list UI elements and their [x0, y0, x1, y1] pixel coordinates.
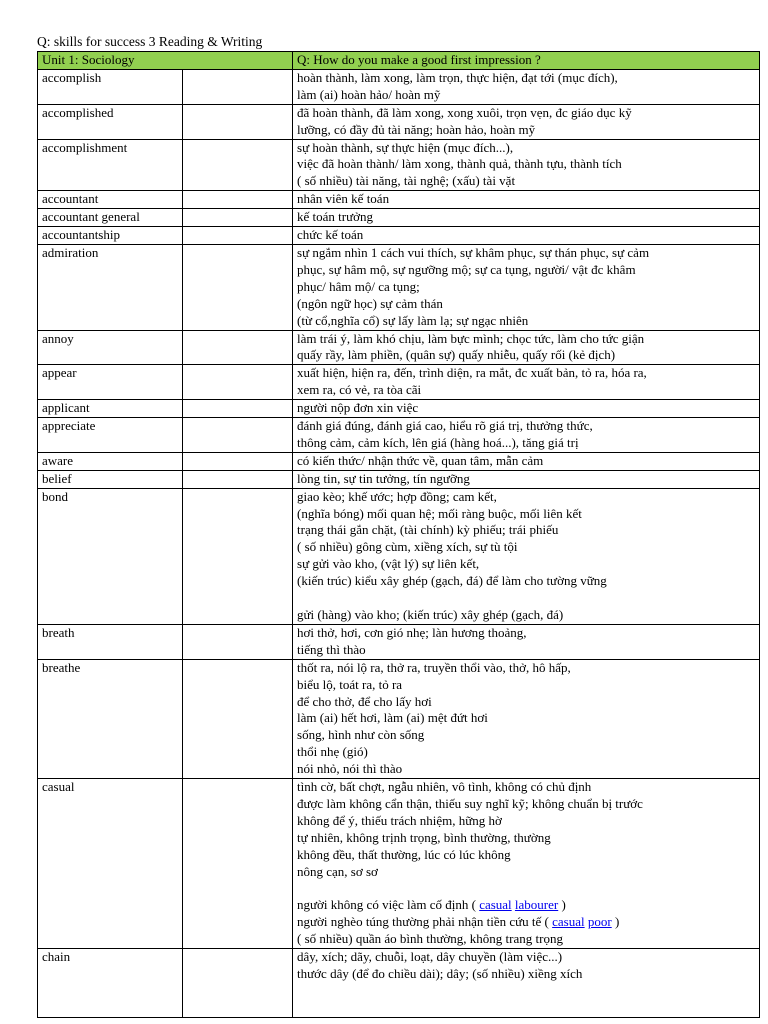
empty-cell [183, 365, 293, 400]
meaning-line: chức kế toán [297, 227, 364, 243]
table-row [38, 139, 760, 191]
vocab-word: accountant [38, 191, 183, 209]
empty-cell [183, 227, 293, 245]
vocab-word: bond [38, 488, 183, 624]
table-row [38, 949, 760, 1018]
meaning-text: người nghèo túng thường phải nhận tiền cứu tế ( [297, 914, 553, 930]
table-row [38, 191, 760, 209]
vocab-word: accountant general [38, 209, 183, 227]
document-page [37, 34, 759, 1018]
meaning-line: nói nhỏ, nói thì thào [297, 761, 403, 777]
meaning-line: nông cạn, sơ sơ [297, 863, 378, 879]
empty-cell [183, 244, 293, 330]
meaning-line: thông cảm, cảm kích, lên giá (hàng hoá...), tăng giá trị [297, 434, 579, 450]
vocab-meaning [293, 452, 760, 470]
meaning-line: (từ cổ,nghĩa cổ) sự lấy làm lạ; sự ngạc nhiên [297, 312, 529, 328]
meaning-line: ( số nhiều) quần áo bình thường, không trang trọng [297, 931, 563, 947]
meaning-line: thổi nhẹ (gió) [297, 744, 368, 760]
vocabulary-table [37, 51, 760, 1018]
table-row [38, 400, 760, 418]
meaning-line: việc đã hoàn thành/ làm xong, thành quả, thành tựu, thành tích [297, 156, 622, 172]
unit-header: Unit 1: Sociology [38, 52, 293, 70]
meaning-line [297, 590, 755, 607]
table-row [38, 452, 760, 470]
meaning-line [297, 880, 755, 897]
vocab-word: aware [38, 452, 183, 470]
empty-cell [183, 400, 293, 418]
vocab-meaning [293, 779, 760, 949]
meaning-line: không để ý, thiếu trách nhiệm, hững hờ [297, 812, 502, 828]
vocab-word: accomplishment [38, 139, 183, 191]
meaning-line: tiếng thì thào [297, 641, 366, 657]
table-row [38, 779, 760, 949]
meaning-line: làm trái ý, làm khó chịu, làm bực mình; chọc tức, làm cho tức giận [297, 330, 645, 346]
vocab-meaning [293, 418, 760, 453]
table-row [38, 330, 760, 365]
dictionary-link[interactable]: labourer [514, 897, 559, 913]
empty-cell [183, 624, 293, 659]
meaning-line: sự ngắm nhìn 1 cách vui thích, sự khâm phục, sự thán phục, sự cảm [297, 244, 650, 260]
vocab-meaning [293, 330, 760, 365]
meaning-line [297, 914, 755, 931]
vocab-meaning [293, 227, 760, 245]
meaning-text: người không có việc làm cố định ( [297, 897, 480, 913]
vocab-meaning [293, 209, 760, 227]
table-row [38, 244, 760, 330]
document-title: Q: skills for success 3 Reading & Writing [37, 34, 263, 49]
vocab-word: accomplished [38, 104, 183, 139]
empty-cell [183, 139, 293, 191]
vocab-word: accomplish [38, 69, 183, 104]
meaning-line: xem ra, có vẻ, ra tòa cãi [297, 382, 422, 398]
vocab-word: appreciate [38, 418, 183, 453]
meaning-line: nhân viên kế toán [297, 191, 390, 207]
table-row [38, 470, 760, 488]
meaning-line: tình cờ, bất chợt, ngẫu nhiên, vô tình, không có chủ định [297, 779, 592, 795]
meaning-line: phục/ hâm mộ/ ca tụng; [297, 278, 420, 294]
meaning-line: tự nhiên, không trịnh trọng, bình thường, thường [297, 829, 551, 845]
table-row [38, 365, 760, 400]
meaning-line: phục, sự hâm mộ, sự ngưỡng mộ; sự ca tụng, người/ vật đc khâm [297, 261, 636, 277]
empty-cell [183, 191, 293, 209]
vocab-meaning [293, 949, 760, 1018]
table-row [38, 488, 760, 624]
meaning-line: để cho thở, để cho lấy hơi [297, 693, 432, 709]
empty-cell [183, 488, 293, 624]
empty-cell [183, 779, 293, 949]
empty-cell [183, 949, 293, 1018]
empty-cell [183, 470, 293, 488]
vocab-word: accountantship [38, 227, 183, 245]
vocab-meaning [293, 69, 760, 104]
meaning-line: có kiến thức/ nhận thức về, quan tâm, mẫn cảm [297, 452, 544, 468]
vocab-meaning [293, 104, 760, 139]
table-row [38, 624, 760, 659]
meaning-line: kế toán trưởng [297, 209, 374, 225]
vocab-word: chain [38, 949, 183, 1018]
vocab-word: appear [38, 365, 183, 400]
vocab-word: breathe [38, 659, 183, 778]
meaning-text: ) [611, 914, 620, 930]
meaning-line: trạng thái gắn chặt, (tài chính) kỳ phiếu; trái phiếu [297, 522, 559, 538]
meaning-line: xuất hiện, hiện ra, đến, trình diện, ra mắt, đc xuất bản, tỏ ra, hóa ra, [297, 365, 647, 381]
dictionary-link[interactable]: casual [552, 914, 585, 930]
meaning-line: sống, hình như còn sống [297, 727, 425, 743]
meaning-line: người nộp đơn xin việc [297, 400, 419, 416]
empty-cell [183, 330, 293, 365]
vocab-word: annoy [38, 330, 183, 365]
empty-cell [183, 659, 293, 778]
meaning-line: gửi (hàng) vào kho; (kiến trúc) xây ghép (gạch, đá) [297, 606, 564, 622]
table-row [38, 69, 760, 104]
table-row [38, 418, 760, 453]
vocab-word: belief [38, 470, 183, 488]
empty-cell [183, 104, 293, 139]
table-header-row [38, 52, 760, 70]
question-header: Q: How do you make a good first impression ? [293, 52, 760, 70]
meaning-line: đánh giá đúng, đánh giá cao, hiểu rõ giá trị, thưởng thức, [297, 418, 593, 434]
vocab-word: breath [38, 624, 183, 659]
meaning-line [297, 897, 755, 914]
meaning-line: ( số nhiều) tài năng, tài nghệ; (xấu) tài vặt [297, 173, 516, 189]
vocab-word: casual [38, 779, 183, 949]
empty-cell [183, 69, 293, 104]
meaning-line: giao kèo; khế ước; hợp đồng; cam kết, [297, 488, 497, 504]
meaning-text: ) [558, 897, 566, 913]
meaning-line: thốt ra, nói lộ ra, thở ra, truyền thổi vào, thở, hô hấp, [297, 659, 571, 675]
vocab-meaning [293, 624, 760, 659]
meaning-line: thước dây (để đo chiều dài); dây; (số nhiều) xiềng xích [297, 966, 583, 981]
meaning-line: sự gửi vào kho, (vật lý) sự liên kết, [297, 556, 480, 572]
vocab-meaning [293, 139, 760, 191]
meaning-line: làm (ai) hết hơi, làm (ai) mệt đứt hơi [297, 710, 488, 726]
table-row [38, 659, 760, 778]
meaning-line: được làm không cẩn thận, thiếu suy nghĩ kỹ; không chuẩn bị trước [297, 795, 643, 811]
vocab-meaning [293, 659, 760, 778]
meaning-line: không đều, thất thường, lúc có lúc không [297, 846, 511, 862]
table-row [38, 104, 760, 139]
meaning-line: hơi thở, hơi, cơn gió nhẹ; làn hương thoảng, [297, 624, 527, 640]
vocab-meaning [293, 365, 760, 400]
meaning-line: biểu lộ, toát ra, tỏ ra [297, 676, 403, 692]
meaning-line [297, 1000, 755, 1017]
meaning-line: hoàn thành, làm xong, làm trọn, thực hiện, đạt tới (mục đích), [297, 69, 618, 85]
table-row [38, 209, 760, 227]
dictionary-link[interactable]: poor [587, 914, 612, 930]
meaning-line: (ngôn ngữ học) sự cảm thán [297, 295, 443, 311]
meaning-line: (nghĩa bóng) mối quan hệ; mối ràng buộc, mối liên kết [297, 505, 582, 521]
meaning-line: ( số nhiều) gông cùm, xiềng xích, sự tù tội [297, 539, 518, 555]
meaning-line: lòng tin, sự tin tưởng, tín ngưỡng [297, 470, 470, 486]
vocab-word: applicant [38, 400, 183, 418]
meaning-line: (kiến trúc) kiểu xây ghép (gạch, đá) để làm cho tường vững [297, 573, 607, 589]
vocab-meaning [293, 191, 760, 209]
empty-cell [183, 418, 293, 453]
vocab-meaning [293, 470, 760, 488]
meaning-line: dây, xích; dãy, chuỗi, loạt, dây chuyền (làm việc...) [297, 949, 563, 965]
dictionary-link[interactable]: casual [479, 897, 512, 913]
meaning-line: quấy rầy, làm phiền, (quân sự) quấy nhiễu, quấy rối (kẻ địch) [297, 347, 616, 363]
meaning-line: sự hoàn thành, sự thực hiện (mục đích...), [297, 139, 514, 155]
table-row [38, 227, 760, 245]
meaning-line [297, 983, 755, 1000]
vocab-word: admiration [38, 244, 183, 330]
vocab-meaning [293, 488, 760, 624]
meaning-line: làm (ai) hoàn hảo/ hoàn mỹ [297, 86, 441, 102]
vocab-meaning [293, 400, 760, 418]
meaning-line: lưỡng, có đầy đủ tài năng; hoàn hảo, hoàn mỹ [297, 121, 536, 137]
empty-cell [183, 209, 293, 227]
empty-cell [183, 452, 293, 470]
meaning-line: đã hoàn thành, đã làm xong, xong xuôi, trọn vẹn, đc giáo dục kỹ [297, 104, 632, 120]
vocab-meaning [293, 244, 760, 330]
